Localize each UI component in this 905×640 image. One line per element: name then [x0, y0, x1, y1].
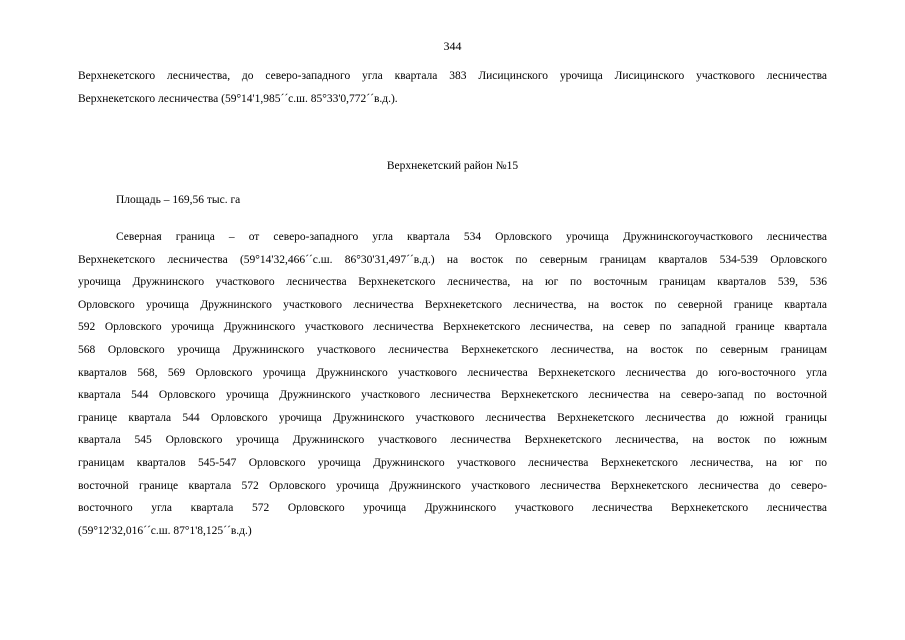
text-line: восточного угла квартала 572 Орловского урочища Дружнинского участкового лесничества Верхнекетского лесничества — [78, 502, 827, 515]
text-line: Верхнекетского лесничества (59°14'1,985´´с.ш. 85°33'0,772´´в.д.). — [78, 92, 398, 105]
text-line: границам кварталов 545-547 Орловского урочища Дружнинского участкового лесничества Верхнекетского лесничества, на юг по — [78, 456, 827, 469]
text-line: квартала 544 Орловского урочища Дружнинского участкового лесничества Верхнекетского лесничества на северо-запад по восточной — [78, 389, 827, 402]
text-line: квартала 545 Орловского урочища Дружнинского участкового лесничества Верхнекетского лесничества, на восток по южным — [78, 434, 827, 447]
text-line: 568 Орловского урочища Дружнинского участкового лесничества Верхнекетского лесничества, на восток по северным границам — [78, 343, 827, 356]
text-line: (59°12'32,016´´с.ш. 87°1'8,125´´в.д.) — [78, 524, 252, 537]
text-line: Верхнекетского лесничества (59°14'32,466´´с.ш. 86°30'31,497´´в.д.) на восток по северным границам кварталов 534-539 Орловского — [78, 253, 827, 266]
continuation-paragraph — [78, 65, 827, 110]
page-number: 344 — [443, 39, 462, 53]
text-line: кварталов 568, 569 Орловского урочища Дружнинского участкового лесничества Верхнекетского лесничества до юго-восточного угла — [78, 366, 827, 379]
text-line: 592 Орловского урочища Дружнинского участкового лесничества Верхнекетского лесничества, на север по западной границе квартала — [78, 321, 827, 334]
text-line: урочища Дружнинского участкового лесничества Верхнекетского лесничества, на юг по восточным границам кварталов 539, 536 — [78, 276, 827, 289]
text-line: Орловского урочища Дружнинского участкового лесничества Верхнекетского лесничества, на восток по северной границе квартала — [78, 298, 827, 311]
northern-border-paragraph — [78, 226, 827, 542]
text-line: границе квартала 544 Орловского урочища Дружнинского участкового лесничества Верхнекетского лесничества до южной границы — [78, 411, 827, 424]
area-text: Площадь – 169,56 тыс. га — [116, 194, 241, 206]
section-title: Верхнекетский район №15 — [386, 160, 519, 172]
text-line: восточной границе квартала 572 Орловского урочища Дружнинского участкового лесничества Верхнекетского лесничества до северо- — [78, 479, 827, 492]
text-line: Верхнекетского лесничества, до северо-западного угла квартала 383 Лисицинского урочища Лисицинского участкового лесничества — [78, 70, 827, 82]
text-line: Северная граница – от северо-западного угла квартала 534 Орловского урочища Дружнинскогоучасткового лесничества — [116, 231, 827, 243]
